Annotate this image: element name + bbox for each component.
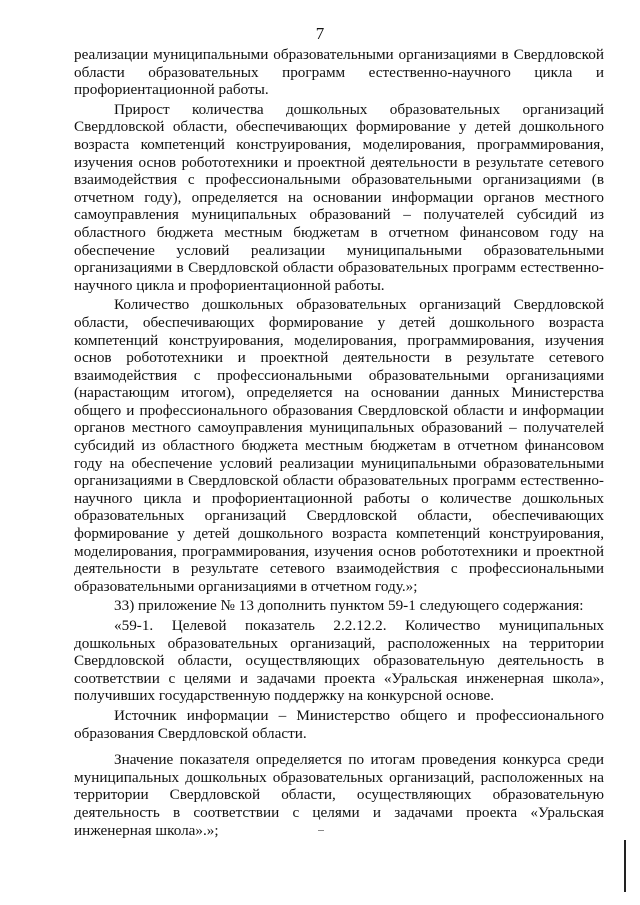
scan-edge-mark — [624, 840, 626, 892]
paragraph-count-indicator: Количество дошкольных образовательных организаций Свердловской области, обеспечивающих формирование у детей дошкольного возраста компетенций конструирования, моделирования, программирования, изучения основ робототехники и проектной деятельности в результате сетевого взаимодействия с профессиональными образовательными организациями (нарастающим итогом), определяется на основании данных Министерства общего и профессионального образования Свердловской области и информации органов местного самоуправления муниципальных образований – получателей субсидий из областного бюджета местным бюджетам в отчетном финансовом году на обеспечение условий реализации муниципальными образовательными организациями в Свердловской области образовательных программ естественно-научного цикла и профориентационной работы о количестве дошкольных образовательных организаций Свердловской области, обеспечивающих формирование у детей дошкольного возраста компетенций конструирования, моделирования, программирования, изучения основ робототехники и проектной деятельности в результате сетевого взаимодействия с профессиональными образовательными организациями в отчетном году.»; — [74, 296, 604, 595]
paragraph-continuation: реализации муниципальными образовательными организациями в Свердловской области образовательных программ естественно-научного цикла и профориентационной работы. — [74, 46, 604, 99]
document-body — [74, 46, 604, 839]
paragraph-item-59-1: «59-1. Целевой показатель 2.2.12.2. Количество муниципальных дошкольных образовательных организаций, расположенных на территории Свердловской области, осуществляющих образовательную деятельность в соответствии с целями и задачами проекта «Уральская инженерная школа», получивших государственную поддержку на конкурсной основе. — [74, 617, 604, 705]
page-number: 7 — [315, 24, 325, 43]
scan-mark — [318, 830, 324, 831]
paragraph-amendment-33: 33) приложение № 13 дополнить пунктом 59-1 следующего содержания: — [114, 597, 584, 615]
paragraph-growth-indicator: Прирост количества дошкольных образовательных организаций Свердловской области, обеспечивающих формирование у детей дошкольного возраста компетенций конструирования, моделирования, программирования, изучения основ робототехники и проектной деятельности в результате сетевого взаимодействия с профессиональными образовательными организациями (в отчетном году), определяется на основании информации органов местного самоуправления муниципальных образований – получателей субсидий из областного бюджета местным бюджетам в отчетном финансовом году на обеспечение условий реализации муниципальными образовательными организациями в Свердловской области образовательных программ естественно-научного цикла и профориентационной работы. — [74, 100, 604, 294]
paragraph-indicator-value: Значение показателя определяется по итогам проведения конкурса среди муниципальных дошкольных образовательных организаций, расположенных на территории Свердловской области, осуществляющих образовательную деятельность в соответствии с целями и задачами проекта «Уральская инженерная школа».»; — [74, 751, 604, 839]
paragraph-info-source: Источник информации – Министерство общего и профессионального образования Свердловской области. — [74, 706, 604, 742]
